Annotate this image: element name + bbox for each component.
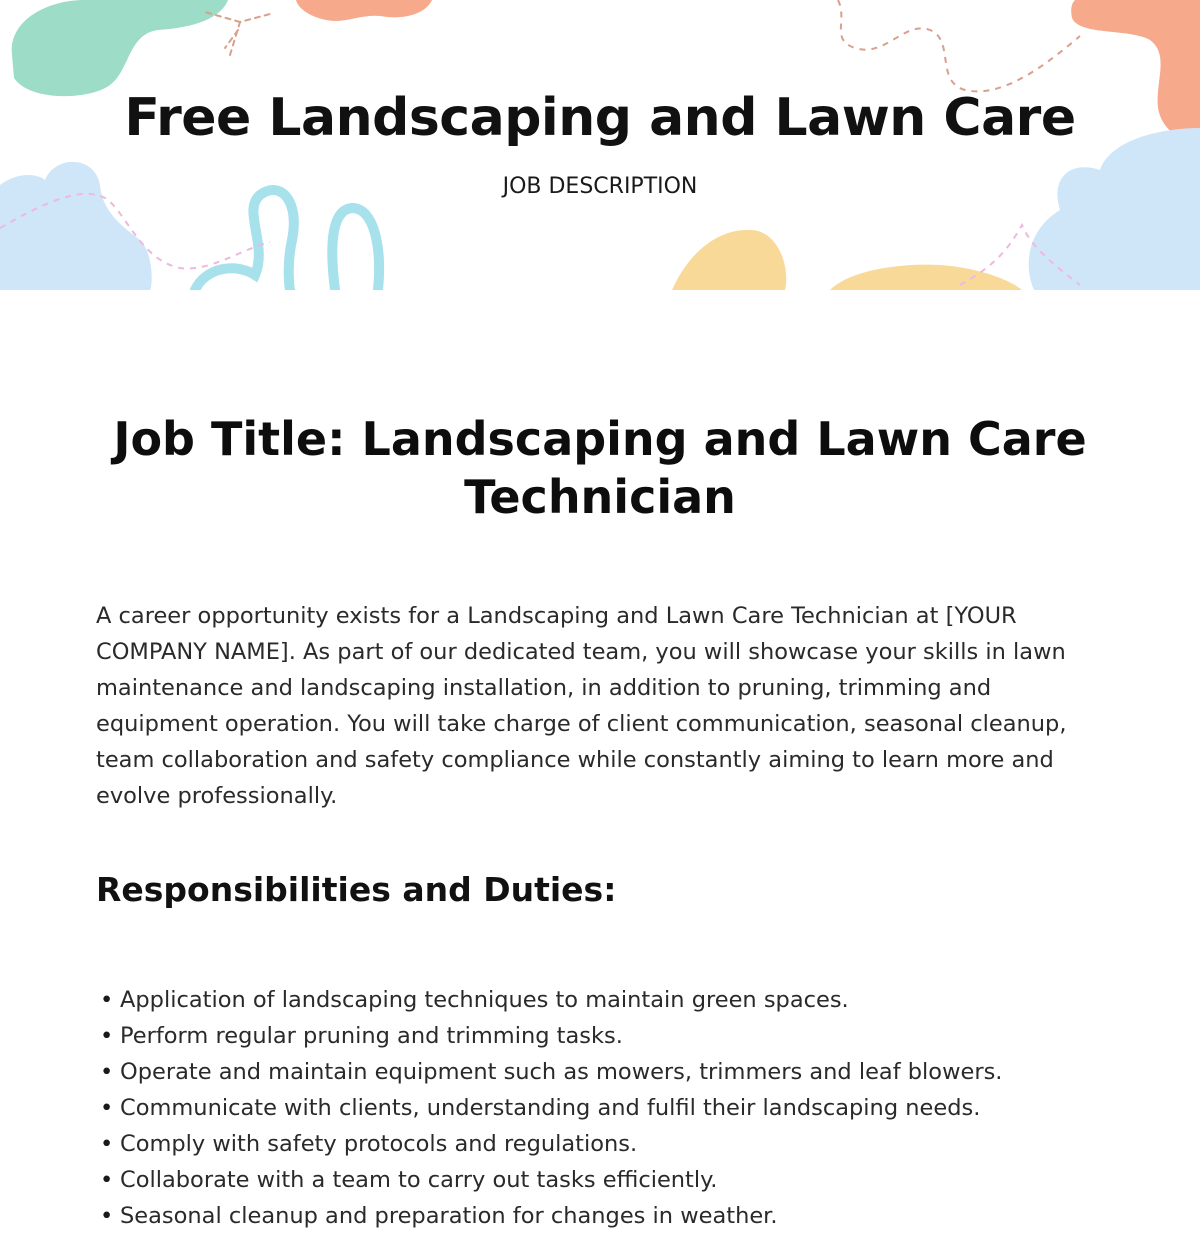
- aqua-loop-shape: [195, 190, 379, 290]
- list-item: • Comply with safety protocols and regulations.: [96, 1126, 1104, 1162]
- butter-blob-shape: [672, 230, 786, 290]
- header-banner: [0, 0, 1200, 290]
- butter-hill-shape: [830, 265, 1022, 290]
- list-item: • Communicate with clients, understanding and fulfil their landscaping needs.: [96, 1090, 1104, 1126]
- list-item: • Application of landscaping techniques to maintain green spaces.: [96, 982, 1104, 1018]
- list-item: • Perform regular pruning and trimming tasks.: [96, 1018, 1104, 1054]
- intro-paragraph: A career opportunity exists for a Landscaping and Lawn Care Technician at [YOUR COMPANY NAME]. As part of our dedicated team, you will showcase your skills in lawn maintenance and landscaping installation, in addition to pruning, trimming and equipment operation. You will take charge of client communication, seasonal cleanup, team collaboration and safety compliance while constantly aiming to learn more and evolve professionally.: [96, 603, 1067, 809]
- job-description-body: [96, 410, 1104, 1234]
- sparkle-shape: [205, 12, 270, 55]
- sky-cloud-right-shape: [1029, 128, 1200, 290]
- responsibilities-heading: Responsibilities and Duties:: [96, 870, 617, 909]
- job-title: Job Title: Landscaping and Lawn Care Technician: [113, 412, 1087, 524]
- list-item: • Seasonal cleanup and preparation for changes in weather.: [96, 1198, 1104, 1234]
- mint-blob-shape: [12, 0, 228, 96]
- dashed-trail-top-shape: [838, 0, 1080, 91]
- peach-blob-shape: [296, 0, 432, 21]
- responsibilities-list: [96, 982, 1104, 1234]
- list-item: • Collaborate with a team to carry out tasks efficiently.: [96, 1162, 1104, 1198]
- document-subtitle: JOB DESCRIPTION: [502, 174, 698, 199]
- list-item: • Operate and maintain equipment such as mowers, trimmers and leaf blowers.: [96, 1054, 1104, 1090]
- document-title: Free Landscaping and Lawn Care: [124, 88, 1076, 148]
